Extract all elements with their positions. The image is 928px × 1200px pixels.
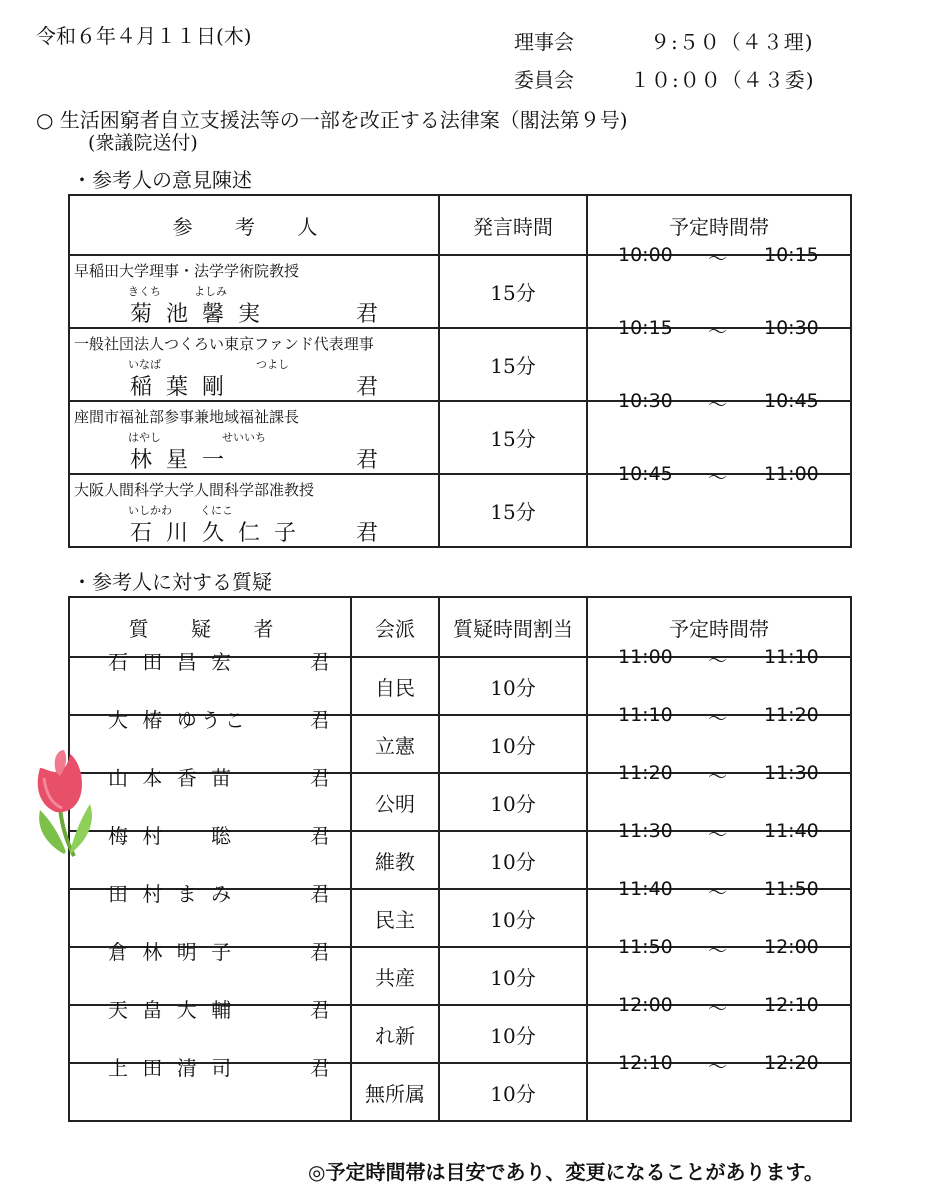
speaker-affiliation: 座間市福祉部参事兼地域福祉課長	[74, 408, 300, 426]
speaker-ruby-family: はやし	[128, 431, 161, 444]
table-row	[69, 255, 851, 328]
scheduled-slot	[587, 463, 851, 547]
speaking-duration: 15分	[439, 328, 587, 401]
slot-tilde: 〜	[708, 467, 728, 489]
slot-end: 11:40	[764, 820, 819, 842]
questioner-name: 倉 林 明 子	[108, 940, 236, 964]
questioner-honorific: 君	[310, 708, 330, 732]
header-question-allocation: 質疑時間割当	[439, 597, 587, 657]
slot-tilde: 〜	[708, 766, 728, 788]
slot-tilde: 〜	[708, 998, 728, 1020]
slot-tilde: 〜	[708, 650, 728, 672]
speaking-duration: 15分	[439, 474, 587, 547]
speaking-duration: 15分	[439, 255, 587, 328]
party-cell: 共産	[351, 947, 439, 1005]
slot-end: 11:50	[764, 878, 819, 900]
slot-tilde: 〜	[708, 882, 728, 904]
slot-tilde: 〜	[708, 940, 728, 962]
speaking-duration: 15分	[439, 401, 587, 474]
speaker-ruby-family: いしかわ	[128, 504, 172, 517]
slot-tilde: 〜	[708, 321, 728, 343]
speaker-cell	[69, 328, 439, 401]
slot-start: 11:10	[618, 704, 673, 726]
questioner-honorific: 君	[310, 882, 330, 906]
question-duration: 10分	[439, 715, 587, 773]
header-party: 会派	[351, 597, 439, 657]
questioner-name: 田 村 ま み	[108, 882, 236, 906]
speaker-honorific: 君	[356, 448, 379, 473]
slot-end: 12:20	[764, 1052, 819, 1074]
party-cell: 公明	[351, 773, 439, 831]
document-date: 令和６年４月１１日(木)	[36, 24, 252, 48]
questioner-honorific: 君	[310, 998, 330, 1022]
speaker-ruby-family: きくち	[128, 285, 161, 298]
slot-tilde: 〜	[708, 248, 728, 270]
questioner-honorific: 君	[310, 940, 330, 964]
question-duration: 10分	[439, 1063, 587, 1121]
slot-end: 11:20	[764, 704, 819, 726]
scheduled-slot	[587, 1052, 851, 1121]
speaker-ruby-family: いなば	[128, 358, 161, 371]
table-row	[69, 474, 851, 547]
questioner-cell	[69, 1056, 351, 1121]
questioner-name: 山 本 香 苗	[108, 766, 236, 790]
slot-start: 12:00	[618, 994, 673, 1016]
slot-end: 11:30	[764, 762, 819, 784]
speaker-ruby-given: つよし	[256, 358, 289, 371]
slot-end: 10:30	[764, 317, 819, 339]
speaker-cell	[69, 255, 439, 328]
header-speaking-time: 発言時間	[439, 195, 587, 255]
board-meeting-label: 理事会	[514, 30, 574, 54]
question-section-heading: ・参考人に対する質疑	[72, 570, 272, 594]
header-scheduled-slot: 予定時間帯	[587, 195, 851, 255]
slot-start: 10:00	[618, 244, 673, 266]
questioners-table	[68, 596, 852, 1122]
questioner-name: 大 椿 ゆうこ	[108, 708, 249, 732]
slot-start: 11:20	[618, 762, 673, 784]
questioner-honorific: 君	[310, 824, 330, 848]
header-questioner: 質 疑 者	[69, 597, 351, 657]
reference-section-heading: ・参考人の意見陳述	[72, 168, 252, 192]
question-duration: 10分	[439, 657, 587, 715]
reference-speakers-table	[68, 194, 852, 548]
slot-tilde: 〜	[708, 394, 728, 416]
speaker-name: 菊池馨実	[130, 302, 275, 327]
speaker-name: 稲葉剛	[130, 375, 239, 400]
party-cell: 無所属	[351, 1063, 439, 1121]
question-duration: 10分	[439, 889, 587, 947]
questioner-honorific: 君	[310, 766, 330, 790]
header-reference-person: 参 考 人	[69, 195, 439, 255]
speaker-ruby-given: くにこ	[200, 504, 233, 517]
tulip-icon	[16, 748, 100, 858]
speaker-ruby-given: よしみ	[194, 285, 227, 298]
board-meeting-time: ９:５０（４３理)	[650, 30, 814, 54]
bill-subtitle: (衆議院送付)	[88, 132, 198, 154]
slot-start: 11:50	[618, 936, 673, 958]
slot-start: 11:00	[618, 646, 673, 668]
table-row	[69, 1063, 851, 1121]
questioner-name: 梅 村 聡	[108, 824, 236, 848]
speaker-ruby-given: せいいち	[222, 431, 266, 444]
slot-end: 11:10	[764, 646, 819, 668]
slot-start: 10:45	[618, 463, 673, 485]
slot-tilde: 〜	[708, 708, 728, 730]
question-duration: 10分	[439, 1005, 587, 1063]
questioner-honorific: 君	[310, 1056, 330, 1080]
slot-start: 10:30	[618, 390, 673, 412]
speaker-cell	[69, 474, 439, 547]
slot-start: 10:15	[618, 317, 673, 339]
header-scheduled-slot: 予定時間帯	[587, 597, 851, 657]
slot-end: 10:15	[764, 244, 819, 266]
table-row	[69, 401, 851, 474]
slot-start: 12:10	[618, 1052, 673, 1074]
table-header-row	[69, 195, 851, 255]
schedule-footnote: ◎予定時間帯は目安であり、変更になることがあります。	[308, 1160, 824, 1184]
speaker-name: 林星一	[130, 448, 239, 473]
slot-end: 11:00	[764, 463, 819, 485]
bill-title: ○ 生活困窮者自立支援法等の一部を改正する法律案（閣法第９号)	[36, 108, 628, 132]
question-duration: 10分	[439, 831, 587, 889]
speaker-name: 石川久仁子	[130, 521, 311, 546]
speaker-honorific: 君	[356, 375, 379, 400]
questioner-name: 上 田 清 司	[108, 1056, 236, 1080]
slot-tilde: 〜	[708, 824, 728, 846]
party-cell: 維教	[351, 831, 439, 889]
speaker-honorific: 君	[356, 521, 379, 546]
speaker-affiliation: 早稲田大学理事・法学学術院教授	[74, 262, 300, 280]
committee-meeting-time: １０:００（４３委)	[630, 68, 815, 92]
table-row	[69, 328, 851, 401]
slot-start: 11:30	[618, 820, 673, 842]
speaker-cell	[69, 401, 439, 474]
party-cell: 立憲	[351, 715, 439, 773]
question-duration: 10分	[439, 773, 587, 831]
speaker-affiliation: 大阪人間科学大学人間科学部准教授	[74, 481, 315, 499]
party-cell: 自民	[351, 657, 439, 715]
speaker-affiliation: 一般社団法人つくろい東京ファンド代表理事	[74, 335, 374, 353]
slot-start: 11:40	[618, 878, 673, 900]
slot-tilde: 〜	[708, 1056, 728, 1078]
slot-end: 12:00	[764, 936, 819, 958]
question-duration: 10分	[439, 947, 587, 1005]
slot-end: 10:45	[764, 390, 819, 412]
slot-end: 12:10	[764, 994, 819, 1016]
speaker-honorific: 君	[356, 302, 379, 327]
party-cell: 民主	[351, 889, 439, 947]
committee-meeting-label: 委員会	[514, 68, 574, 92]
questioner-honorific: 君	[310, 650, 330, 674]
party-cell: れ新	[351, 1005, 439, 1063]
questioner-name: 天 畠 大 輔	[108, 998, 236, 1022]
questioner-name: 石 田 昌 宏	[108, 650, 236, 674]
